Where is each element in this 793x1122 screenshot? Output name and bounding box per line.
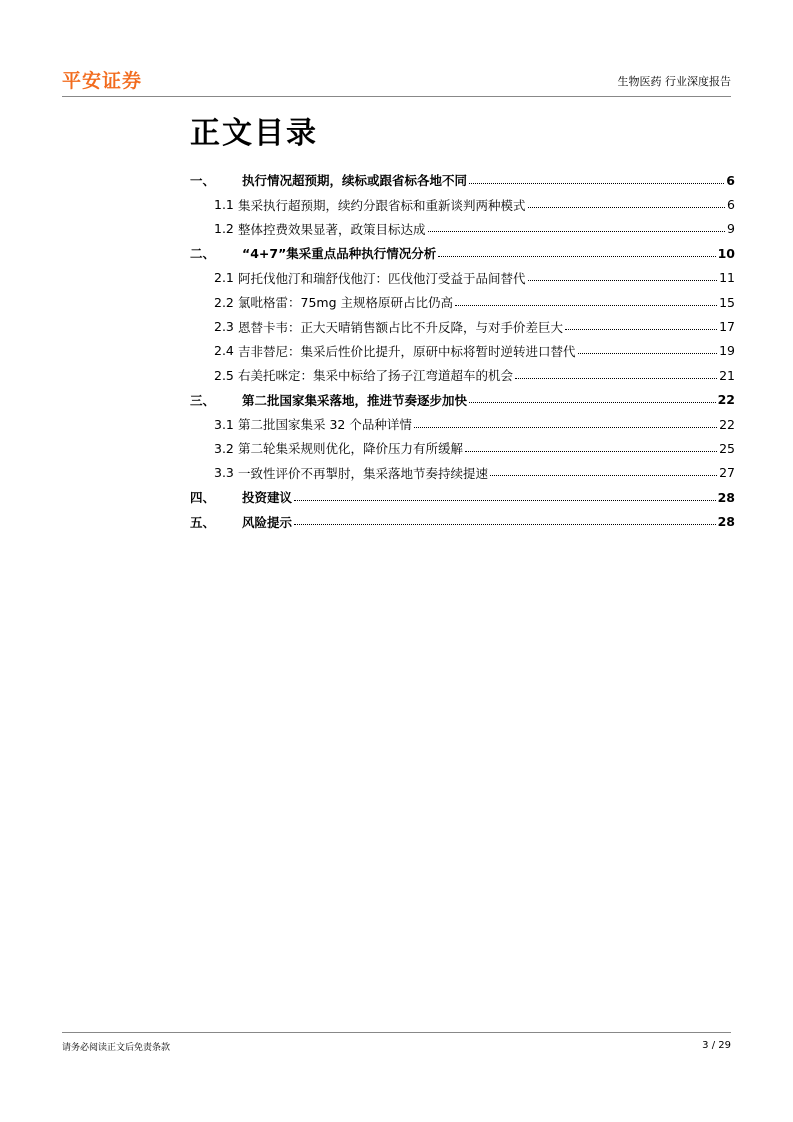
toc-entry-page: 28 (717, 514, 735, 530)
toc-entry-page: 17 (719, 319, 735, 335)
toc-entry-number: 1.1 (214, 197, 234, 213)
toc-entry[interactable] (190, 217, 735, 241)
toc-entry[interactable] (190, 436, 735, 460)
toc-entry-number: 2.3 (214, 319, 234, 335)
header-divider (62, 96, 731, 97)
toc-entry[interactable] (190, 485, 735, 509)
toc-entry-page: 27 (719, 465, 735, 481)
toc-entry-number: 2.1 (214, 270, 234, 286)
toc-entry-page: 6 (727, 197, 735, 213)
toc-entry-title: 吉非替尼：集采后性价比提升，原研中标将暂时逆转进口替代 (238, 343, 576, 359)
toc-entry-title: “4+7”集采重点品种执行情况分析 (242, 246, 437, 262)
toc-entry-page: 19 (719, 343, 735, 359)
toc-leader-dots (438, 256, 715, 257)
toc-entry-page: 21 (719, 367, 735, 383)
toc-leader-dots (455, 305, 717, 306)
toc-entry-number: 二、 (190, 246, 216, 262)
toc-entry[interactable] (190, 192, 735, 216)
toc-leader-dots (528, 280, 718, 281)
report-category: 生物医药 行业深度报告 (617, 75, 731, 88)
toc-entry-title: 投资建议 (242, 490, 293, 506)
toc-entry-title: 第二批国家集采落地，推进节奏逐步加快 (242, 392, 468, 408)
toc-leader-dots (465, 451, 717, 452)
toc-entry-number: 1.2 (214, 221, 234, 237)
toc-entry-number: 3.2 (214, 440, 234, 456)
toc-entry[interactable] (190, 266, 735, 290)
toc-leader-dots (528, 207, 726, 208)
toc-entry-number: 3.3 (214, 465, 234, 481)
toc-entry-title: 恩替卡韦：正大天晴销售额占比不升反降，与对手价差巨大 (238, 319, 564, 335)
toc-entry-page: 9 (727, 221, 735, 237)
toc-entry-title: 整体控费效果显著，政策目标达成 (238, 221, 426, 237)
toc-leader-dots (294, 500, 716, 501)
toc-leader-dots (578, 353, 718, 354)
toc-entry-number: 五、 (190, 514, 216, 530)
table-of-contents (190, 168, 735, 534)
toc-entry[interactable] (190, 363, 735, 387)
toc-entry[interactable] (190, 412, 735, 436)
toc-entry-number: 四、 (190, 490, 216, 506)
page-title: 正文目录 (190, 116, 318, 151)
toc-entry[interactable] (190, 509, 735, 533)
toc-entry-title: 阿托伐他汀和瑞舒伐他汀：匹伐他汀受益于品间替代 (238, 270, 526, 286)
toc-leader-dots (565, 329, 717, 330)
toc-entry[interactable] (190, 290, 735, 314)
toc-entry[interactable] (190, 241, 735, 265)
toc-entry-title: 右美托咪定：集采中标给了扬子江弯道超车的机会 (238, 368, 514, 384)
toc-entry-title: 一致性评价不再掣肘，集采落地节奏持续提速 (238, 465, 489, 481)
toc-entry-page: 11 (719, 270, 735, 286)
toc-entry-number: 2.4 (214, 343, 234, 359)
toc-entry-number: 三、 (190, 392, 216, 408)
toc-entry-page: 25 (719, 440, 735, 456)
toc-entry-title: 氯吡格雷：75mg 主规格原研占比仍高 (238, 295, 453, 311)
toc-entry[interactable] (190, 314, 735, 338)
toc-entry-number: 2.2 (214, 294, 234, 310)
page-number: 3 / 29 (702, 1040, 731, 1051)
toc-entry-page: 22 (719, 416, 735, 432)
toc-entry-title: 执行情况超预期，续标或跟省标各地不同 (242, 173, 468, 189)
footer-divider (62, 1032, 731, 1033)
toc-entry-page: 28 (717, 489, 735, 505)
toc-entry-number: 3.1 (214, 416, 234, 432)
footer-disclaimer: 请务必阅读正文后免责条款 (62, 1043, 171, 1053)
toc-entry-title: 第二轮集采规则优化，降价压力有所缓解 (238, 441, 464, 457)
toc-leader-dots (515, 378, 717, 379)
toc-leader-dots (294, 524, 716, 525)
toc-entry-page: 6 (726, 172, 735, 188)
toc-entry-page: 22 (717, 392, 735, 408)
toc-entry[interactable] (190, 168, 735, 192)
toc-entry-page: 10 (717, 245, 735, 261)
toc-entry-title: 风险提示 (242, 514, 293, 530)
toc-leader-dots (414, 427, 717, 428)
toc-entry[interactable] (190, 339, 735, 363)
toc-leader-dots (469, 183, 724, 184)
toc-entry[interactable] (190, 461, 735, 485)
toc-entry-title: 第二批国家集采 32 个品种详情 (238, 417, 412, 433)
toc-entry-number: 一、 (190, 173, 216, 189)
toc-leader-dots (469, 402, 716, 403)
toc-entry[interactable] (190, 388, 735, 412)
toc-entry-page: 15 (719, 294, 735, 310)
company-logo: 平安证券 (62, 70, 143, 92)
toc-entry-number: 2.5 (214, 367, 234, 383)
toc-entry-title: 集采执行超预期，续约分跟省标和重新谈判两种模式 (238, 197, 526, 213)
toc-leader-dots (428, 231, 726, 232)
toc-leader-dots (490, 475, 717, 476)
